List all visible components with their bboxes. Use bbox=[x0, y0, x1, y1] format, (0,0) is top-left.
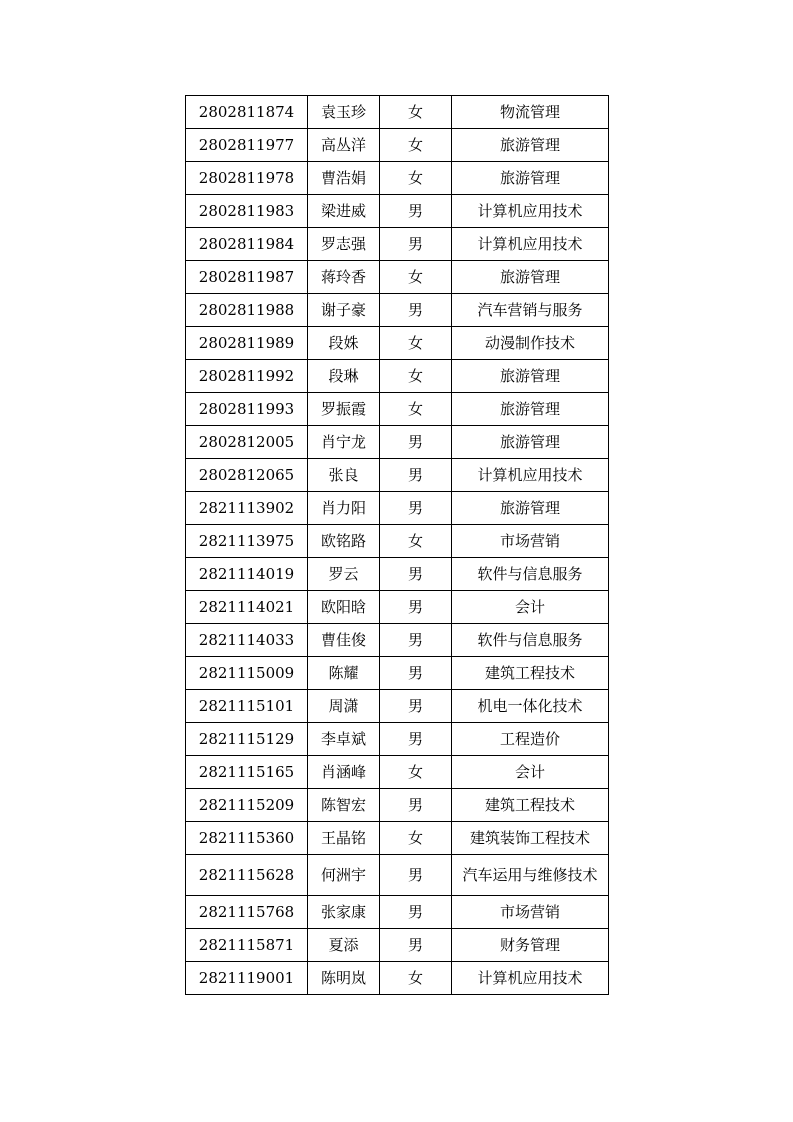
student-id-cell: 2821113975 bbox=[186, 525, 308, 558]
student-id-cell: 2821114033 bbox=[186, 624, 308, 657]
student-sex-cell: 男 bbox=[380, 855, 452, 896]
student-sex-cell: 男 bbox=[380, 591, 452, 624]
table-row bbox=[186, 360, 609, 393]
student-major-cell: 工程造价 bbox=[452, 723, 609, 756]
table-row bbox=[186, 261, 609, 294]
student-sex-cell: 男 bbox=[380, 624, 452, 657]
student-name-cell: 陈智宏 bbox=[308, 789, 380, 822]
student-name-cell: 罗振霞 bbox=[308, 393, 380, 426]
student-id-cell: 2802811987 bbox=[186, 261, 308, 294]
student-sex-cell: 男 bbox=[380, 690, 452, 723]
student-id-cell: 2821115165 bbox=[186, 756, 308, 789]
student-sex-cell: 男 bbox=[380, 426, 452, 459]
student-id-cell: 2821114019 bbox=[186, 558, 308, 591]
student-id-cell: 2821115768 bbox=[186, 896, 308, 929]
table-row bbox=[186, 327, 609, 360]
table-row bbox=[186, 393, 609, 426]
table-row bbox=[186, 195, 609, 228]
student-id-cell: 2821115129 bbox=[186, 723, 308, 756]
student-sex-cell: 女 bbox=[380, 525, 452, 558]
student-id-cell: 2802811874 bbox=[186, 96, 308, 129]
table-row bbox=[186, 228, 609, 261]
student-sex-cell: 男 bbox=[380, 657, 452, 690]
student-name-cell: 欧铭路 bbox=[308, 525, 380, 558]
student-major-cell: 汽车运用与维修技术 bbox=[452, 855, 609, 896]
student-sex-cell: 女 bbox=[380, 261, 452, 294]
student-sex-cell: 女 bbox=[380, 360, 452, 393]
student-sex-cell: 男 bbox=[380, 294, 452, 327]
student-sex-cell: 男 bbox=[380, 929, 452, 962]
student-sex-cell: 女 bbox=[380, 393, 452, 426]
table-row bbox=[186, 657, 609, 690]
student-name-cell: 段姝 bbox=[308, 327, 380, 360]
student-name-cell: 蒋玲香 bbox=[308, 261, 380, 294]
table-row bbox=[186, 294, 609, 327]
student-id-cell: 2821115009 bbox=[186, 657, 308, 690]
student-name-cell: 肖宁龙 bbox=[308, 426, 380, 459]
student-sex-cell: 男 bbox=[380, 558, 452, 591]
student-name-cell: 段琳 bbox=[308, 360, 380, 393]
student-sex-cell: 男 bbox=[380, 896, 452, 929]
student-name-cell: 王晶铭 bbox=[308, 822, 380, 855]
student-name-cell: 曹浩娟 bbox=[308, 162, 380, 195]
student-name-cell: 陈明岚 bbox=[308, 962, 380, 995]
table-row bbox=[186, 624, 609, 657]
student-id-cell: 2821115101 bbox=[186, 690, 308, 723]
student-id-cell: 2802811984 bbox=[186, 228, 308, 261]
student-major-cell: 旅游管理 bbox=[452, 360, 609, 393]
table-row bbox=[186, 129, 609, 162]
student-id-cell: 2802811988 bbox=[186, 294, 308, 327]
student-name-cell: 张家康 bbox=[308, 896, 380, 929]
student-id-cell: 2821114021 bbox=[186, 591, 308, 624]
student-major-cell: 市场营销 bbox=[452, 896, 609, 929]
student-id-cell: 2821115360 bbox=[186, 822, 308, 855]
table-row bbox=[186, 855, 609, 896]
student-id-cell: 2802811993 bbox=[186, 393, 308, 426]
student-id-cell: 2802811989 bbox=[186, 327, 308, 360]
student-id-cell: 2821113902 bbox=[186, 492, 308, 525]
student-id-cell: 2802811992 bbox=[186, 360, 308, 393]
student-sex-cell: 男 bbox=[380, 459, 452, 492]
table-row bbox=[186, 723, 609, 756]
student-major-cell: 汽车营销与服务 bbox=[452, 294, 609, 327]
student-major-cell: 计算机应用技术 bbox=[452, 228, 609, 261]
student-id-cell: 2802811983 bbox=[186, 195, 308, 228]
student-sex-cell: 男 bbox=[380, 228, 452, 261]
student-sex-cell: 女 bbox=[380, 129, 452, 162]
table-row bbox=[186, 558, 609, 591]
table-row bbox=[186, 96, 609, 129]
student-id-cell: 2802811977 bbox=[186, 129, 308, 162]
student-name-cell: 张良 bbox=[308, 459, 380, 492]
student-major-cell: 物流管理 bbox=[452, 96, 609, 129]
table-row bbox=[186, 929, 609, 962]
student-major-cell: 市场营销 bbox=[452, 525, 609, 558]
student-name-cell: 夏添 bbox=[308, 929, 380, 962]
roster-body bbox=[186, 96, 609, 995]
student-name-cell: 梁进威 bbox=[308, 195, 380, 228]
student-sex-cell: 男 bbox=[380, 492, 452, 525]
student-name-cell: 周潇 bbox=[308, 690, 380, 723]
student-id-cell: 2821115628 bbox=[186, 855, 308, 896]
table-row bbox=[186, 789, 609, 822]
student-name-cell: 罗云 bbox=[308, 558, 380, 591]
student-major-cell: 计算机应用技术 bbox=[452, 195, 609, 228]
student-sex-cell: 女 bbox=[380, 962, 452, 995]
student-id-cell: 2802812005 bbox=[186, 426, 308, 459]
student-name-cell: 李卓斌 bbox=[308, 723, 380, 756]
student-major-cell: 会计 bbox=[452, 591, 609, 624]
student-major-cell: 建筑装饰工程技术 bbox=[452, 822, 609, 855]
table-row bbox=[186, 690, 609, 723]
table-row bbox=[186, 962, 609, 995]
table-row bbox=[186, 822, 609, 855]
student-major-cell: 旅游管理 bbox=[452, 492, 609, 525]
student-name-cell: 袁玉珍 bbox=[308, 96, 380, 129]
student-major-cell: 旅游管理 bbox=[452, 129, 609, 162]
student-sex-cell: 男 bbox=[380, 789, 452, 822]
student-name-cell: 高丛洋 bbox=[308, 129, 380, 162]
student-major-cell: 机电一体化技术 bbox=[452, 690, 609, 723]
student-major-cell: 软件与信息服务 bbox=[452, 624, 609, 657]
student-major-cell: 旅游管理 bbox=[452, 393, 609, 426]
student-major-cell: 旅游管理 bbox=[452, 426, 609, 459]
student-id-cell: 2802812065 bbox=[186, 459, 308, 492]
student-sex-cell: 男 bbox=[380, 723, 452, 756]
student-name-cell: 欧阳晗 bbox=[308, 591, 380, 624]
table-row bbox=[186, 459, 609, 492]
student-major-cell: 动漫制作技术 bbox=[452, 327, 609, 360]
table-row bbox=[186, 896, 609, 929]
table-row bbox=[186, 525, 609, 558]
student-major-cell: 旅游管理 bbox=[452, 261, 609, 294]
student-roster-table bbox=[185, 95, 609, 995]
student-major-cell: 旅游管理 bbox=[452, 162, 609, 195]
student-major-cell: 软件与信息服务 bbox=[452, 558, 609, 591]
student-name-cell: 肖涵峰 bbox=[308, 756, 380, 789]
student-major-cell: 建筑工程技术 bbox=[452, 789, 609, 822]
student-sex-cell: 女 bbox=[380, 327, 452, 360]
student-name-cell: 陈耀 bbox=[308, 657, 380, 690]
student-sex-cell: 女 bbox=[380, 822, 452, 855]
student-sex-cell: 女 bbox=[380, 756, 452, 789]
student-sex-cell: 男 bbox=[380, 195, 452, 228]
table-row bbox=[186, 591, 609, 624]
student-major-cell: 会计 bbox=[452, 756, 609, 789]
student-major-cell: 建筑工程技术 bbox=[452, 657, 609, 690]
student-sex-cell: 女 bbox=[380, 96, 452, 129]
student-id-cell: 2821115209 bbox=[186, 789, 308, 822]
student-id-cell: 2802811978 bbox=[186, 162, 308, 195]
student-major-cell: 计算机应用技术 bbox=[452, 962, 609, 995]
student-name-cell: 何洲宇 bbox=[308, 855, 380, 896]
student-id-cell: 2821115871 bbox=[186, 929, 308, 962]
table-row bbox=[186, 162, 609, 195]
student-name-cell: 肖力阳 bbox=[308, 492, 380, 525]
student-id-cell: 2821119001 bbox=[186, 962, 308, 995]
student-major-cell: 财务管理 bbox=[452, 929, 609, 962]
table-row bbox=[186, 756, 609, 789]
table-row bbox=[186, 426, 609, 459]
student-name-cell: 罗志强 bbox=[308, 228, 380, 261]
student-sex-cell: 女 bbox=[380, 162, 452, 195]
student-name-cell: 谢子豪 bbox=[308, 294, 380, 327]
student-name-cell: 曹佳俊 bbox=[308, 624, 380, 657]
student-major-cell: 计算机应用技术 bbox=[452, 459, 609, 492]
table-row bbox=[186, 492, 609, 525]
